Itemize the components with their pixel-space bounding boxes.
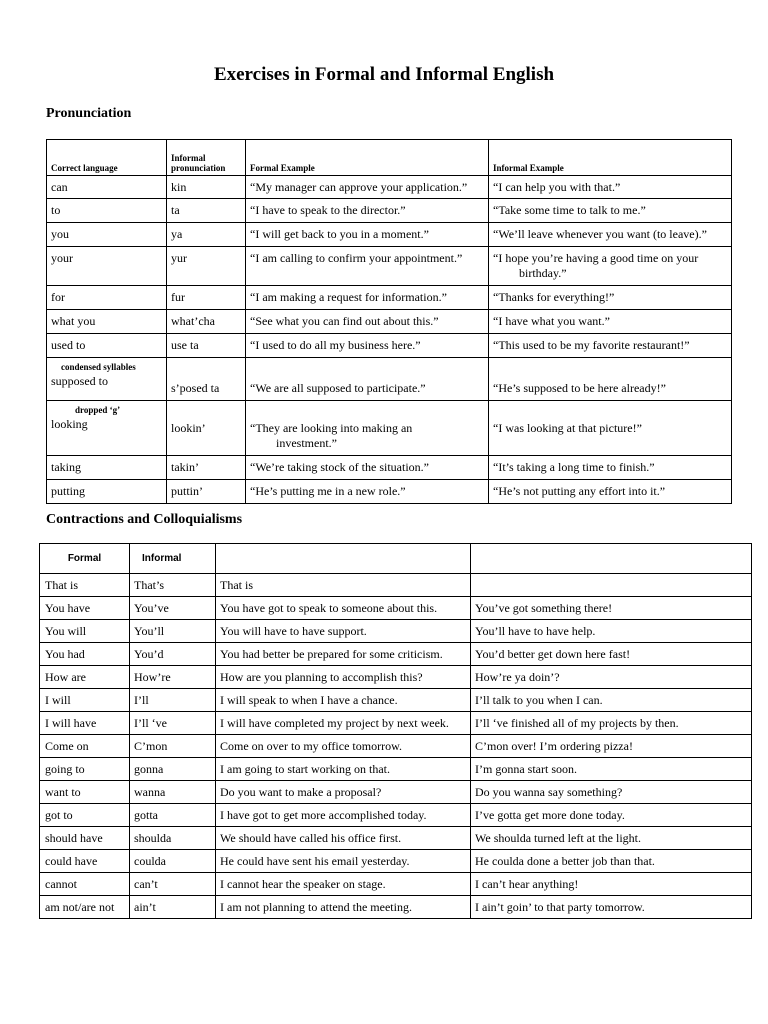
informal-cell: That’s [130,574,216,597]
formal-example-cell: I have got to get more accomplished today. [216,804,471,827]
informal-example-cell [489,480,732,504]
formal-cell: am not/are not [40,896,130,919]
formal-cell: How are [40,666,130,689]
informal-example-cell [489,456,732,480]
informal-pronunciation-cell: takin’ [167,456,246,480]
table-row [40,873,752,896]
formal-example-text: “I have to speak to the director.” [250,203,406,217]
formal-example-cell: We should have called his office first. [216,827,471,850]
informal-pronunciation-cell: fur [167,286,246,310]
informal-cell: You’d [130,643,216,666]
informal-example-cell: We shoulda turned left at the light. [471,827,752,850]
informal-example-cell: I’ve gotta get more done today. [471,804,752,827]
informal-example-cell [471,574,752,597]
column-header-informal: Informal [130,544,216,574]
table-row [40,689,752,712]
informal-pronunciation-cell: use ta [167,334,246,358]
informal-cell: I’ll [130,689,216,712]
informal-example-cell [489,401,732,456]
table-row [40,735,752,758]
formal-example-text: “He’s putting me in a new role.” [250,484,406,498]
table-row [40,758,752,781]
formal-example-cell: I cannot hear the speaker on stage. [216,873,471,896]
table-row [40,620,752,643]
informal-example-text: “He’s not putting any effort into it.” [493,484,666,498]
formal-cell: should have [40,827,130,850]
correct-language-text: can [51,180,68,194]
formal-example-text: “I am making a request for information.” [250,290,447,304]
formal-cell: That is [40,574,130,597]
informal-example-text: “I have what you want.” [493,314,610,328]
correct-language-text: used to [51,338,86,352]
formal-example-text: “We’re taking stock of the situation.” [250,460,429,474]
formal-example-text: “See what you can find out about this.” [250,314,439,328]
formal-example-cell [246,456,489,480]
informal-example-text: “We’ll leave whenever you want (to leave).” [493,227,707,241]
formal-example-cell: That is [216,574,471,597]
formal-cell: got to [40,804,130,827]
table-row [40,666,752,689]
table-row [47,199,732,223]
formal-example-cell: Come on over to my office tomorrow. [216,735,471,758]
table-row [47,223,732,247]
table-row [47,358,732,401]
formal-example-text: “I am calling to confirm your appointment.” [250,251,463,265]
informal-example-cell: I ain’t goin’ to that party tomorrow. [471,896,752,919]
formal-example-cell: I am going to start working on that. [216,758,471,781]
informal-example-cell: C’mon over! I’m ordering pizza! [471,735,752,758]
correct-language-text: your [51,251,73,265]
informal-cell: gotta [130,804,216,827]
formal-example-cell: Do you want to make a proposal? [216,781,471,804]
informal-example-cell [489,334,732,358]
informal-example-text: “Thanks for everything!” [493,290,615,304]
formal-cell: I will have [40,712,130,735]
informal-pronunciation-cell: ta [167,199,246,223]
table-row [40,781,752,804]
formal-example-text: “We are all supposed to participate.” [250,381,426,395]
formal-example-cell: I will speak to when I have a chance. [216,689,471,712]
table-row [47,456,732,480]
informal-example-text: “He’s supposed to be here already!” [493,381,666,395]
informal-example-text: “This used to be my favorite restaurant!” [493,338,690,352]
correct-language-cell [47,334,167,358]
correct-language-text: supposed to [51,374,108,388]
table-row [47,286,732,310]
contractions-table [39,543,752,919]
informal-example-text: “I hope you’re having a good time on your [493,251,699,265]
formal-cell: I will [40,689,130,712]
contractions-heading: Contractions and Colloquialisms [46,512,243,527]
table-row [47,247,732,286]
informal-example-cell: You’d better get down here fast! [471,643,752,666]
informal-cell: coulda [130,850,216,873]
formal-example-text: “They are looking into making an [250,421,413,435]
informal-example-cell [489,223,732,247]
informal-pronunciation-cell: s’posed ta [167,358,246,401]
correct-language-text: what you [51,314,96,328]
formal-example-cell: I will have completed my project by next week. [216,712,471,735]
formal-example-cell [246,310,489,334]
table-row [47,480,732,504]
informal-example-cell [489,247,732,286]
formal-cell: could have [40,850,130,873]
correct-language-cell [47,456,167,480]
formal-example-cell [246,334,489,358]
informal-example-cell: I’m gonna start soon. [471,758,752,781]
table-row [40,804,752,827]
informal-cell: How’re [130,666,216,689]
column-header: Correct language [47,140,167,176]
formal-example-cell: How are you planning to accomplish this? [216,666,471,689]
informal-cell: wanna [130,781,216,804]
column-header-formal: Formal [40,544,130,574]
correct-language-cell [47,401,167,456]
column-header: Formal Example [246,140,489,176]
formal-cell: want to [40,781,130,804]
table-row [47,401,732,456]
formal-example-text: “My manager can approve your application.” [250,180,468,194]
correct-language-cell [47,247,167,286]
informal-example-cell: You’ll have to have help. [471,620,752,643]
table-row [40,574,752,597]
row-note: condensed syllables [61,362,136,372]
informal-example-cell: He coulda done a better job than that. [471,850,752,873]
informal-cell: You’ve [130,597,216,620]
row-note: dropped ‘g’ [75,405,121,415]
informal-example-text: “I was looking at that picture!” [493,421,642,435]
table-row [40,597,752,620]
column-header: Informal Example [489,140,732,176]
informal-example-cell: Do you wanna say something? [471,781,752,804]
formal-example-cell [246,176,489,199]
correct-language-text: putting [51,484,86,498]
informal-example-cell [489,358,732,401]
formal-example-text: “I used to do all my business here.” [250,338,421,352]
formal-example-cell [246,247,489,286]
correct-language-cell [47,310,167,334]
formal-example-text: “I will get back to you in a moment.” [250,227,429,241]
table-row [40,643,752,666]
column-header [471,544,752,574]
formal-cell: going to [40,758,130,781]
pronunciation-heading: Pronunciation [46,106,132,121]
informal-example-cell [489,286,732,310]
formal-example-cell [246,401,489,456]
informal-example-cell: I’ll ‘ve finished all of my projects by then. [471,712,752,735]
correct-language-text: looking [51,417,88,431]
formal-example-cell [246,286,489,310]
informal-pronunciation-cell: yur [167,247,246,286]
formal-cell: cannot [40,873,130,896]
informal-example-cell [489,310,732,334]
informal-cell: You’ll [130,620,216,643]
correct-language-cell [47,358,167,401]
formal-example-cell: He could have sent his email yesterday. [216,850,471,873]
informal-pronunciation-cell: ya [167,223,246,247]
table-header-row [47,140,732,176]
correct-language-text: for [51,290,65,304]
table-row [40,827,752,850]
informal-cell: can’t [130,873,216,896]
formal-example-cell: You will have to have support. [216,620,471,643]
table-row [47,334,732,358]
table-row [47,310,732,334]
informal-cell: ain’t [130,896,216,919]
correct-language-cell [47,286,167,310]
informal-example-cell: I can’t hear anything! [471,873,752,896]
correct-language-cell [47,223,167,247]
correct-language-text: taking [51,460,81,474]
formal-cell: Come on [40,735,130,758]
formal-example-cell: I am not planning to attend the meeting. [216,896,471,919]
formal-example-cell [246,223,489,247]
formal-cell: You have [40,597,130,620]
informal-example-cell [489,176,732,199]
correct-language-cell [47,176,167,199]
formal-example-continuation: investment.” [276,436,337,450]
informal-example-continuation: birthday.” [519,266,567,280]
correct-language-text: you [51,227,69,241]
correct-language-cell [47,199,167,223]
informal-pronunciation-cell: lookin’ [167,401,246,456]
informal-example-cell: I’ll talk to you when I can. [471,689,752,712]
table-row [40,850,752,873]
formal-example-cell: You had better be prepared for some criticism. [216,643,471,666]
formal-cell: You had [40,643,130,666]
formal-example-cell: You have got to speak to someone about this. [216,597,471,620]
informal-cell: gonna [130,758,216,781]
table-row [40,896,752,919]
informal-example-text: “Take some time to talk to me.” [493,203,646,217]
informal-example-cell: You’ve got something there! [471,597,752,620]
formal-example-cell [246,199,489,223]
pronunciation-table [46,139,732,504]
formal-example-cell [246,480,489,504]
informal-cell: I’ll ‘ve [130,712,216,735]
informal-pronunciation-cell: what’cha [167,310,246,334]
column-header [216,544,471,574]
column-header: Informal pronunciation [167,140,246,176]
informal-cell: shoulda [130,827,216,850]
table-row [47,176,732,199]
informal-example-cell [489,199,732,223]
table-row [40,712,752,735]
informal-pronunciation-cell: puttin’ [167,480,246,504]
formal-cell: You will [40,620,130,643]
correct-language-cell [47,480,167,504]
table-header-row [40,544,752,574]
correct-language-text: to [51,203,61,217]
informal-cell: C’mon [130,735,216,758]
informal-example-cell: How’re ya doin’? [471,666,752,689]
informal-example-text: “I can help you with that.” [493,180,621,194]
informal-example-text: “It’s taking a long time to finish.” [493,460,655,474]
formal-example-cell [246,358,489,401]
page-title: Exercises in Formal and Informal English [213,64,555,85]
informal-pronunciation-cell: kin [167,176,246,199]
